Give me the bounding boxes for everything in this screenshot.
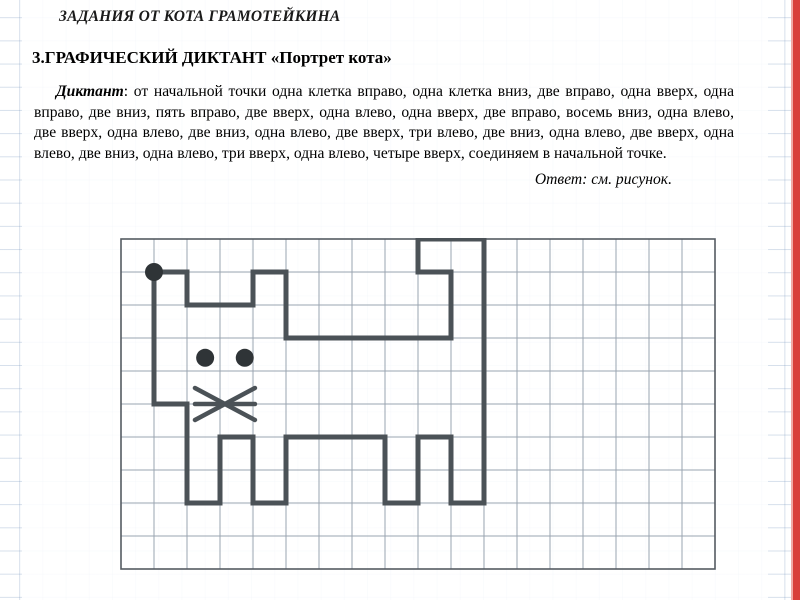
cat-eye-right-icon: [236, 349, 254, 367]
header-title: ЗАДАНИЯ ОТ КОТА ГРАМОТЕЙКИНА: [59, 8, 341, 25]
dictation-text: от начальной точки одна клетка вправо, одна клетка вниз, две вправо, одна вверх, одна вправо, две вниз, пять вправо, две вверх, одна влево, одна вверх, две вправо, восемь вниз, одна влево, две вверх, одна влево, две вниз, одна влево, две вверх, три влево, две вниз, одна влево, две вверх, одна влево, две вниз, одна влево, три вверх, одна влево, четыре вверх, соединяем в начальной точке.: [34, 83, 735, 163]
red-margin-strip: [793, 0, 800, 600]
task-title: 3.ГРАФИЧЕСКИЙ ДИКТАНТ «Портрет кота»: [32, 48, 392, 67]
dictation-label: Диктант: [56, 83, 124, 100]
cat-eye-left-icon: [196, 349, 214, 367]
figure-container: [120, 238, 716, 570]
start-point-marker: [145, 263, 163, 281]
dictation-separator: :: [123, 83, 134, 100]
cat-whiskers-icon: [195, 388, 255, 420]
answer-note: Ответ: см. рисунок.: [534, 170, 672, 188]
document-content: [34, 8, 774, 189]
graphic-dictation-cat-figure: [120, 238, 716, 570]
dictation-paragraph: [34, 82, 734, 165]
